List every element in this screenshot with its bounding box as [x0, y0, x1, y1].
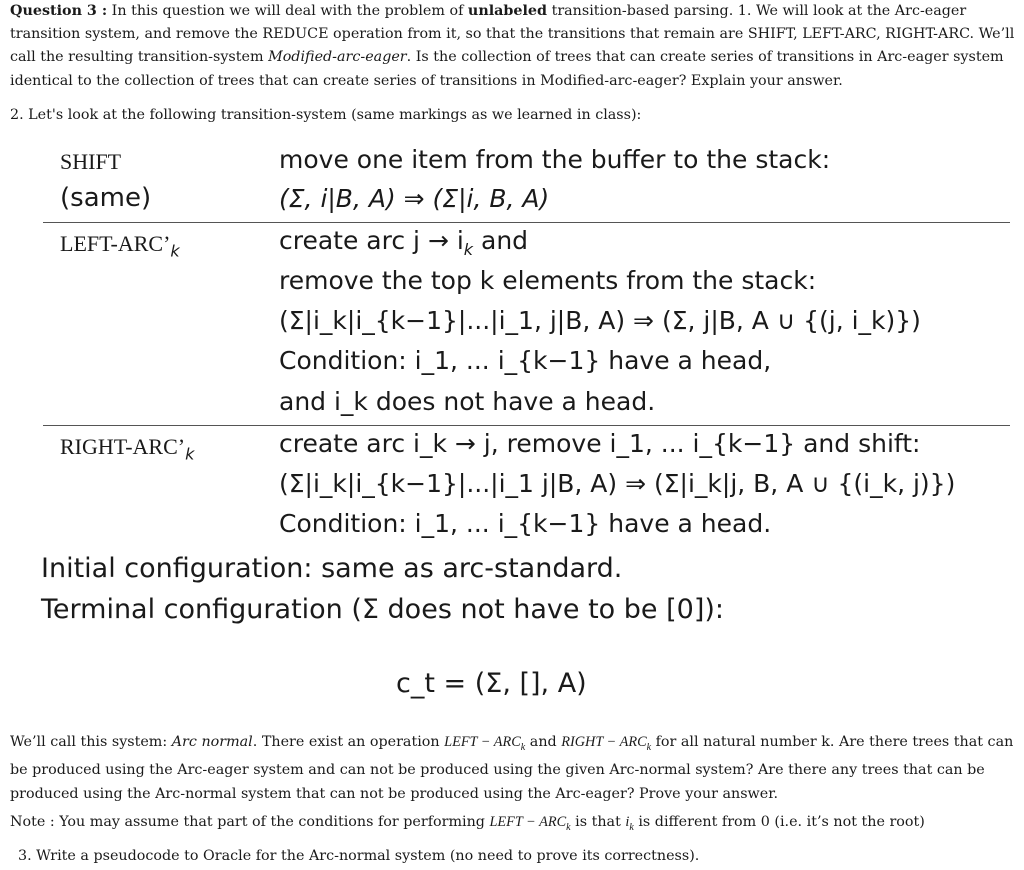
initial-configuration: Initial configuration: same as arc-standard.: [41, 553, 623, 584]
intro-text-c: . Is the collection of trees that can create series of transitions in Arc-eager system identical to the collection of trees that can create series of transitions in Modified-arc-eager? Explain your answer.: [10, 49, 1004, 89]
op-right-arc: RIGHT − $ARC_k$: [561, 734, 652, 753]
intro-text-b: transition-based parsing. 1. We will look at the Arc-eager transition system, and remove the REDUCE operation from it, so that the transitions that remain are SHIFT, LEFT-ARC, RIGHT-ARC. We’ll call the resulting transition-system: [10, 3, 1015, 66]
right-arc-label: RIGHT-$ARC’_k$: [60, 434, 195, 464]
terminal-configuration: Terminal configuration (Σ does not have to be [0]):: [41, 594, 724, 625]
shift-label: SHIFT: [60, 149, 122, 174]
right-arc-line-3: Condition: i_1, ... i_{k−1} have a head.: [279, 509, 772, 538]
question-3: 3. Write a pseudocode to Oracle for the Arc-normal system (no need to prove its correctness).: [18, 848, 700, 864]
left-arc-line-4: Condition: i_1, ... i_{k−1} have a head,: [279, 346, 772, 375]
table-rule-2: [43, 425, 1010, 426]
left-arc-line-5: and i_k does not have a head.: [279, 387, 656, 416]
question-label: Question 3 :: [10, 3, 108, 19]
left-arc-line-3: (Σ|i_k|i_{k−1}|...|i_1, j|B, A) ⇒ (Σ, j|B, A ∪ {(j, i_k)}): [279, 306, 921, 335]
left-arc-label: LEFT-$ARC’_k$: [60, 231, 180, 261]
question-2: 2. Let's look at the following transition-system (same markings as we learned in class):: [10, 107, 642, 123]
shift-line-1: move one item from the buffer to the stack:: [279, 145, 831, 174]
intro-bold: unlabeled: [467, 3, 548, 19]
question-intro: [10, 0, 1020, 93]
note: Note : You may assume that part of the conditions for performing LEFT − $ARC_k$ is that $i_k$ is different from 0 (i.e. it’s not the root): [10, 814, 925, 833]
shift-same: (same): [60, 183, 152, 213]
op-left-arc: LEFT − $ARC_k$: [444, 734, 526, 753]
right-arc-line-1: create arc i_k → j, remove i_1, ... i_{k−1} and shift:: [279, 429, 921, 458]
left-arc-line-1: create arc $j \to i_k$ and: [279, 226, 529, 259]
left-arc-line-2: remove the top k elements from the stack:: [279, 266, 817, 295]
terminal-formula: c_t = (Σ, [], A): [396, 668, 587, 699]
table-rule-1: [43, 222, 1010, 223]
right-arc-line-2: (Σ|i_k|i_{k−1}|...|i_1 j|B, A) ⇒ (Σ|i_k|j, B, A ∪ {(i_k, j)}): [279, 469, 956, 498]
arc-normal-paragraph: We’ll call this system: Arc normal. There exist an operation LEFT − $ARC_k$ and RIGHT − $ARC_k$ for all natural number k. Are there trees that can be produced using the Arc-eager system and can not be produced using the given Arc-normal system? Are there any trees that can be produced using the Arc-normal system that can not be produced using the Arc-eager? Prove your answer.: [10, 734, 1014, 802]
intro-italic: Modified-arc-eager: [268, 49, 407, 66]
intro-text-a: In this question we will deal with the problem of: [107, 3, 468, 19]
shift-line-2: (Σ, i|B, A) ⇒ (Σ|i, B, A): [279, 184, 550, 213]
